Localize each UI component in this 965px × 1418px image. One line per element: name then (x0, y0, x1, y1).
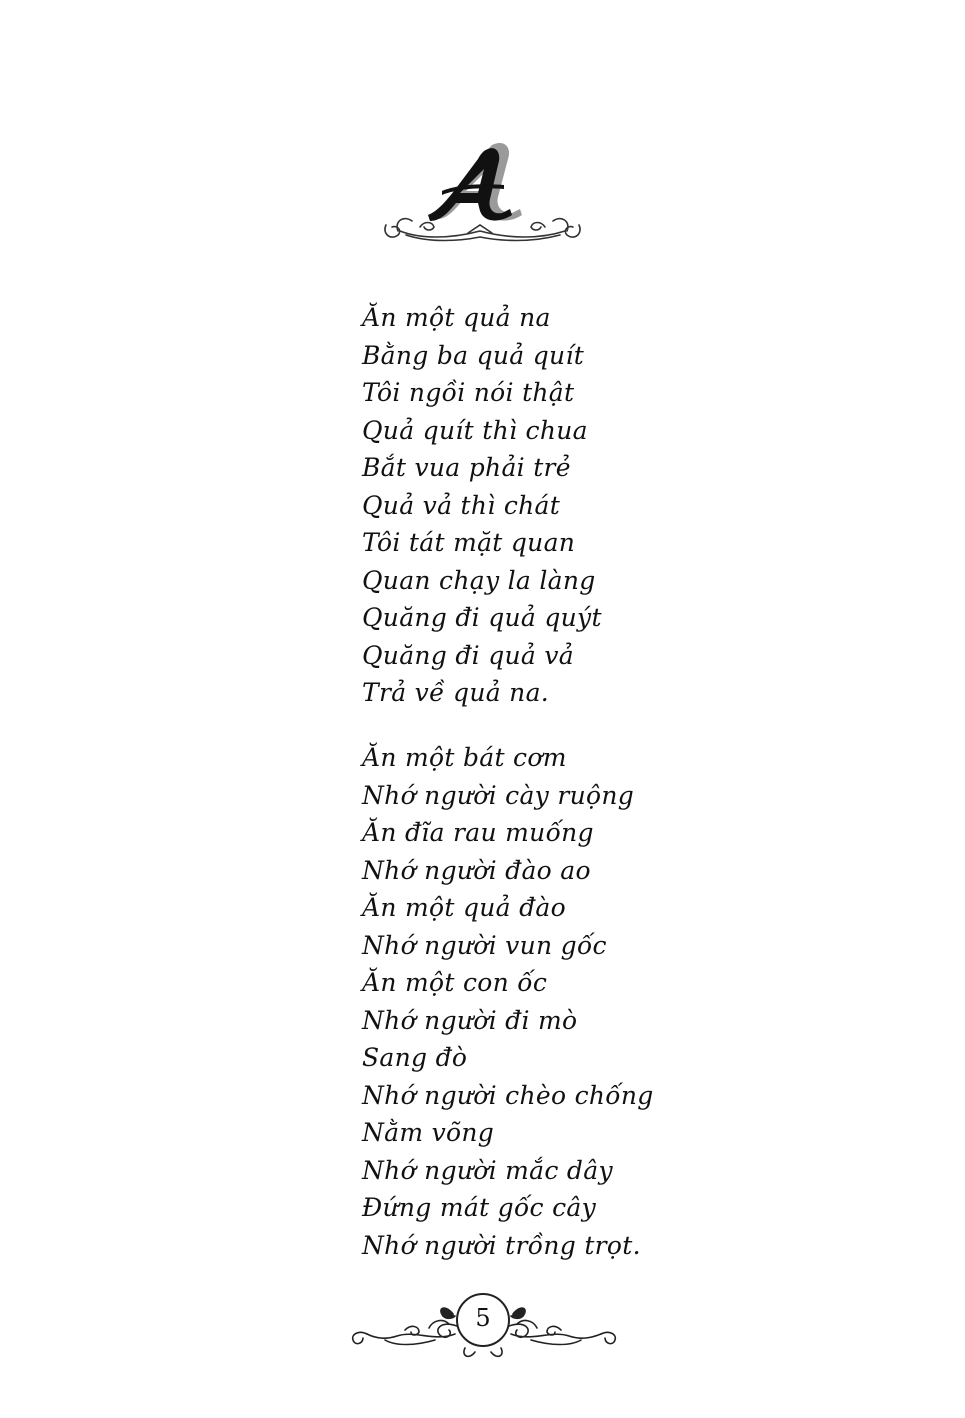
poem-line: Nhớ người vun gốc (362, 930, 607, 960)
page-number: 5 (475, 1304, 491, 1332)
poem-stanza-1 (362, 299, 602, 712)
poem-line: Nhớ người đào ao (362, 855, 591, 885)
poem-line: Nằm võng (362, 1118, 495, 1147)
poem-line: Nhớ người chèo chống (362, 1080, 654, 1110)
poem-line: Ăn đĩa rau muống (362, 818, 594, 847)
poem-line: Sang đò (362, 1043, 468, 1072)
poem-stanza-2 (362, 739, 654, 1264)
poem-line: Quả quít thì chua (362, 415, 588, 445)
poem-line: Quan chạy la làng (362, 565, 596, 595)
poem-line: Ăn một con ốc (362, 968, 548, 997)
poem-line: Nhớ người mắc dây (362, 1155, 613, 1185)
poem-line: Quả vả thì chát (362, 490, 561, 520)
poem-line: Tôi tát mặt quan (362, 528, 576, 557)
poem-line: Ăn một bát cơm (362, 743, 567, 772)
poem-line: Đứng mát gốc cây (362, 1193, 597, 1222)
poem-line: Ăn một quả na (362, 303, 551, 332)
chapter-letter-heading (380, 135, 585, 250)
poem-line: Ăn một quả đào (362, 893, 566, 922)
poem-line: Nhớ người cày ruộng (362, 780, 635, 810)
poem-line: Tôi ngồi nói thật (362, 378, 575, 407)
flourish-divider-icon (385, 219, 580, 241)
poem-line: Nhớ người trồng trọt. (362, 1230, 641, 1260)
poem-line: Bắt vua phải trẻ (362, 453, 571, 482)
poem-line: Quăng đi quả quýt (362, 603, 602, 632)
poem-line: Nhớ người đi mò (362, 1005, 578, 1035)
poem-line: Bằng ba quả quít (362, 340, 585, 370)
poem-line: Trả về quả na. (362, 678, 550, 707)
poem-line: Quăng đi quả vả (362, 640, 574, 670)
